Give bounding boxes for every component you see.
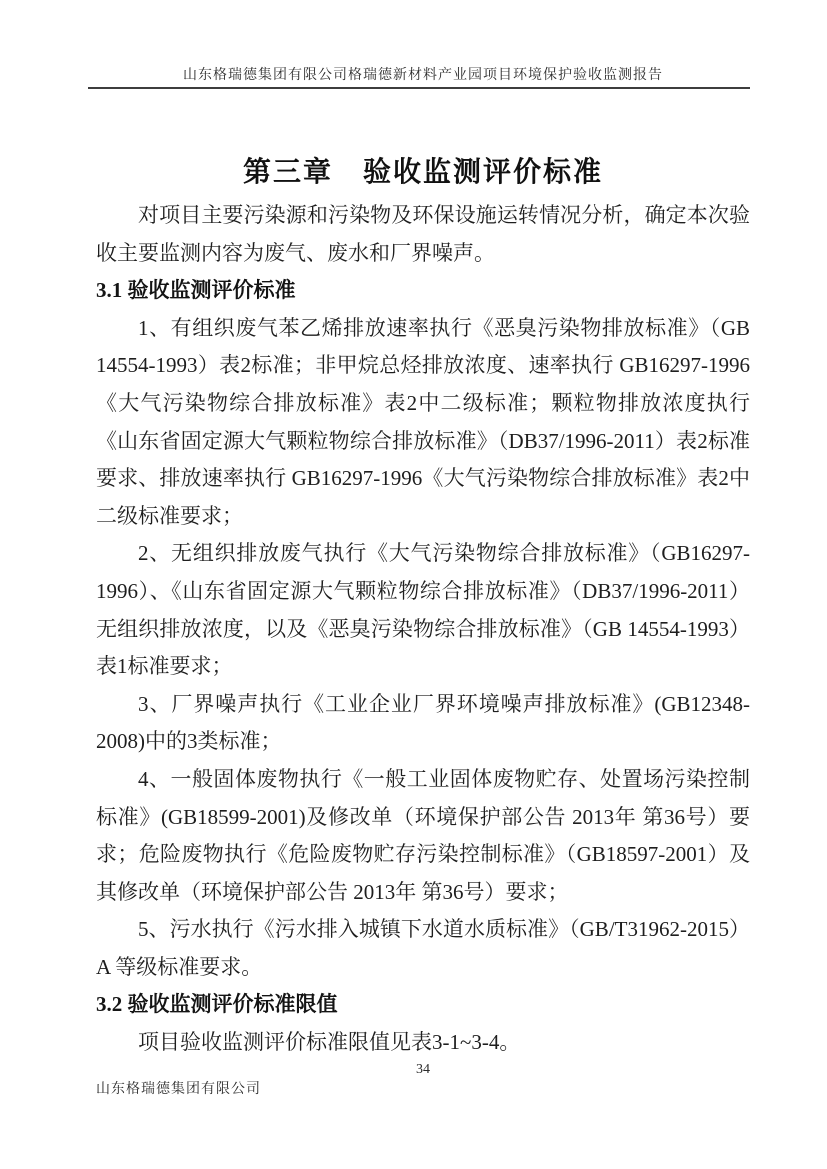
section-3-1-heading: 3.1 验收监测评价标准 (96, 278, 296, 303)
chapter-title: 第三章 验收监测评价标准 (242, 156, 603, 188)
intro-paragraph: 对项目主要污染源和污染物及环保设施运转情况分析，确定本次验收主要监测内容为废气、废水和厂界噪声。 (96, 203, 750, 265)
footer-company-name: 山东格瑞德集团有限公司 (96, 1082, 261, 1097)
section-3-2-heading: 3.2 验收监测评价标准限值 (96, 992, 338, 1017)
limits-reference-paragraph: 项目验收监测评价标准限值见表3-1~3-4。 (138, 1030, 521, 1055)
standard-item-4: 4、一般固体废物执行《一般工业固体废物贮存、处置场污染控制标准》(GB18599-2001)及修改单（环境保护部公告 2013年 第36号）要求；危险废物执行《危险废物贮存污染控制标准》（GB18597-2001）及其修改单（环境保护部公告 2013年 第36号）要求； (96, 766, 750, 904)
standard-item-2: 2、无组织排放废气执行《大气污染物综合排放标准》（GB16297-1996）、《山东省固定源大气颗粒物综合排放标准》（DB37/1996-2011）无组织排放浓度，以及《恶臭污染物综合排放标准》（GB 14554-1993）表1标准要求； (96, 541, 750, 679)
standard-item-1: 1、有组织废气苯乙烯排放速率执行《恶臭污染物排放标准》（GB 14554-1993）表2标准；非甲烷总烃排放浓度、速率执行 GB16297-1996《大气污染物综合排放标准》表2中二级标准；颗粒物排放浓度执行《山东省固定源大气颗粒物综合排放标准》（DB37/1996-2011）表2标准要求、排放速率执行 GB16297-1996《大气污染物综合排放标准》表2中二级标准要求； (96, 315, 750, 528)
standard-item-3: 3、厂界噪声执行《工业企业厂界环境噪声排放标准》(GB12348-2008)中的3类标准； (96, 691, 750, 754)
standard-item-5: 5、污水执行《污水排入城镇下水道水质标准》（GB/T31962-2015）A 等级标准要求。 (96, 917, 750, 979)
page-number: 34 (416, 1062, 430, 1077)
header-rule-divider (88, 87, 750, 89)
document-body (96, 197, 750, 1062)
running-header: 山东格瑞德集团有限公司格瑞德新材料产业园项目环境保护验收监测报告 (183, 68, 663, 83)
